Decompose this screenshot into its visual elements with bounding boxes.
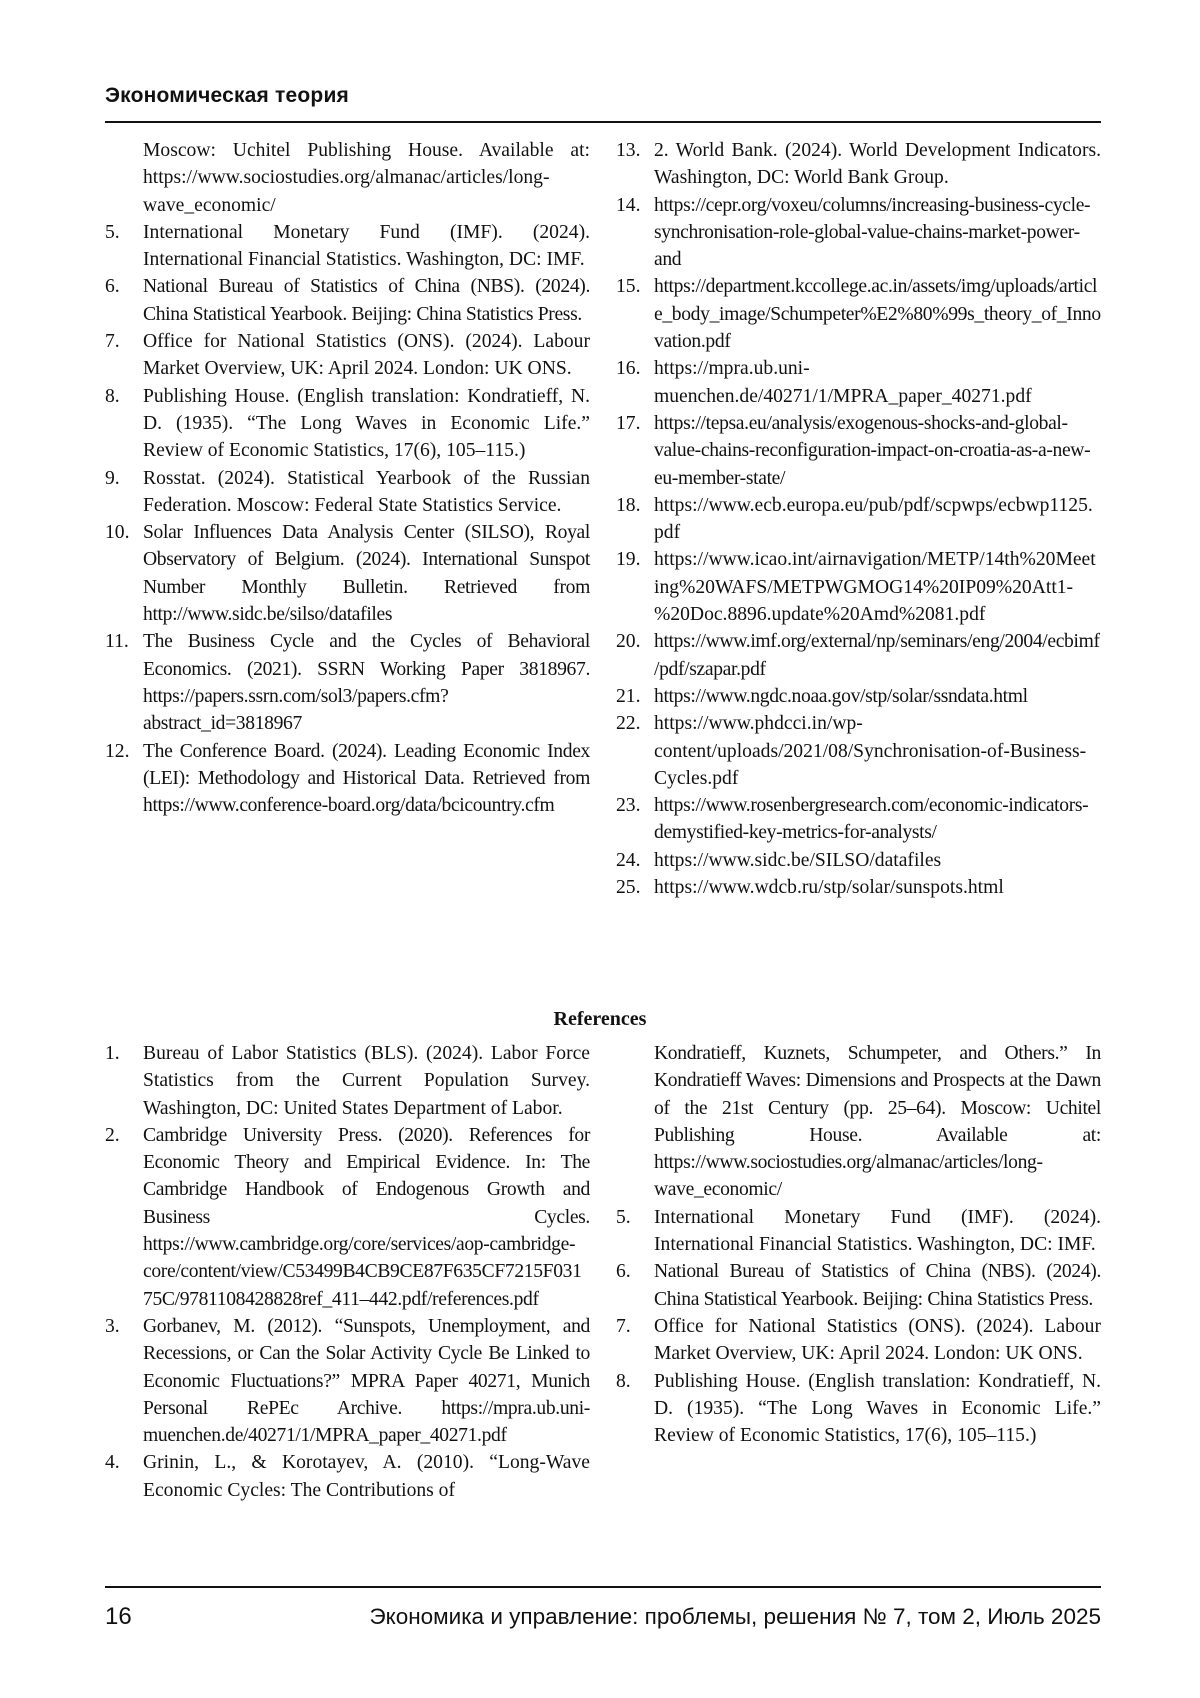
reference-text: Office for National Statistics (ONS). (2024). Labour Market Overview, UK: April 2024. London: UK ONS.	[143, 331, 590, 380]
reference-number: 7.	[105, 331, 120, 353]
reference-item	[105, 328, 590, 383]
reference-text: https://www.ecb.europa.eu/pub/pdf/scpwps/ecbwp1125.pdf	[654, 494, 1093, 544]
reference-number: 25.	[616, 877, 641, 899]
reference-item	[616, 273, 1101, 355]
reference-text: Publishing House. (English translation: Kondratieff, N. D. (1935). “The Long Waves in Economic Life.” Review of Economic Statistics, 17(6), 105–115.)	[654, 1370, 1101, 1447]
reference-number: 6.	[105, 276, 120, 298]
reference-item	[616, 1368, 1101, 1450]
footer-rule	[105, 1586, 1101, 1588]
reference-number: 12.	[105, 740, 130, 762]
reference-item	[616, 683, 1101, 710]
section-title: Экономическая теория	[105, 84, 350, 107]
reference-number: 8.	[105, 385, 120, 407]
references-heading: References	[553, 1008, 647, 1030]
reference-number: 9.	[105, 467, 120, 489]
reference-number: 10.	[105, 522, 130, 544]
reference-item	[616, 792, 1101, 847]
reference-item	[105, 1313, 590, 1449]
reference-item	[105, 465, 590, 520]
reference-number: 20.	[616, 631, 641, 653]
reference-item	[616, 874, 1101, 901]
reference-item	[616, 355, 1101, 410]
reference-text: International Monetary Fund (IMF). (2024). International Financial Statistics. Washington, DC: IMF.	[654, 1206, 1101, 1256]
reference-number: 5.	[105, 221, 120, 243]
reference-number: 23.	[616, 795, 641, 817]
reference-item	[616, 628, 1101, 683]
reference-item	[105, 219, 590, 274]
reference-number: 14.	[616, 194, 641, 216]
references-left-column	[105, 1040, 590, 1504]
reference-text: https://department.kccollege.ac.in/assets/img/uploads/article_body_image/Schumpeter%E2%80%99s_theory_of_Innovation.pdf	[654, 276, 1101, 353]
reference-number: 17.	[616, 412, 641, 434]
reference-text: Gorbanev, M. (2012). “Sunspots, Unemployment, and Recessions, or Can the Solar Activity Cycle Be Linked to Economic Fluctuations?” MPRA Paper 40271, Munich Personal RePEc Archive. https://mpra.ub.uni-muenchen.de/40271/1/MPRA_paper_40271.pdf	[143, 1315, 590, 1447]
reference-item	[616, 1204, 1101, 1259]
reference-item	[105, 1449, 590, 1504]
reference-number: 8.	[616, 1370, 631, 1392]
reference-number: 7.	[616, 1315, 631, 1337]
reference-item	[616, 137, 1101, 192]
reference-text: https://www.wdcb.ru/stp/solar/sunspots.html	[654, 877, 1004, 899]
reference-text: International Monetary Fund (IMF). (2024). International Financial Statistics. Washington, DC: IMF.	[143, 221, 590, 271]
reference-text: Office for National Statistics (ONS). (2024). Labour Market Overview, UK: April 2024. London: UK ONS.	[654, 1315, 1101, 1365]
reference-item	[105, 628, 590, 737]
reference-text: Grinin, L., & Korotayev, A. (2010). “Long-Wave Economic Cycles: The Contributions of	[143, 1452, 590, 1501]
reference-list	[105, 219, 590, 820]
reference-item	[616, 847, 1101, 874]
reference-item	[616, 710, 1101, 792]
reference-text: National Bureau of Statistics of China (NBS). (2024). China Statistical Yearbook. Beijing: China Statistics Press.	[143, 276, 590, 325]
reference-item	[616, 492, 1101, 547]
reference-number: 5.	[616, 1206, 631, 1228]
reference-item	[616, 546, 1101, 628]
reference-number: 21.	[616, 685, 641, 707]
reference-number: 6.	[616, 1261, 631, 1283]
reference-item	[105, 273, 590, 328]
header-rule	[105, 121, 1101, 123]
reference-text: https://www.imf.org/external/np/seminars/eng/2004/ecbimf/pdf/szapar.pdf	[654, 631, 1100, 680]
reference-continuation: Kondratieff, Kuznets, Schumpeter, and Others.” In Kondratieff Waves: Dimensions and Prospects at the Dawn of the 21st Century (pp. 25–64). Moscow: Uchitel Publishing House. Available at: https://www.sociostudies.org/almanac/articles/long-wave_economic/	[654, 1043, 1101, 1201]
reference-number: 24.	[616, 849, 641, 871]
reference-text: National Bureau of Statistics of China (NBS). (2024). China Statistical Yearbook. Beijing: China Statistics Press.	[654, 1261, 1101, 1310]
reference-item	[616, 1313, 1101, 1368]
reference-text: https://www.ngdc.noaa.gov/stp/solar/ssndata.html	[654, 685, 1028, 707]
top-left-column	[105, 137, 590, 819]
reference-text: https://cepr.org/voxeu/columns/increasing-business-cycle-synchronisation-role-global-value-chains-market-power-and	[654, 194, 1091, 271]
reference-text: https://www.sidc.be/SILSO/datafiles	[654, 849, 942, 871]
reference-number: 13.	[616, 140, 641, 161]
reference-text: https://www.rosenbergresearch.com/economic-indicators-demystified-key-metrics-for-analysts/	[654, 795, 1089, 844]
reference-text: The Conference Board. (2024). Leading Economic Index (LEI): Methodology and Historical Data. Retrieved from https://www.conference-board.org/data/bcicountry.cfm	[143, 740, 590, 817]
reference-text: Solar Influences Data Analysis Center (SILSO), Royal Observatory of Belgium. (2024). International Sunspot Number Monthly Bulletin. Retrieved from http://www.sidc.be/silso/datafiles	[143, 522, 590, 626]
reference-text: The Business Cycle and the Cycles of Behavioral Economics. (2021). SSRN Working Paper 3818967. https://papers.ssrn.com/sol3/papers.cfm?abstract_id=3818967	[143, 631, 590, 735]
reference-continuation: Moscow: Uchitel Publishing House. Available at: https://www.sociostudies.org/almanac/articles/long-wave_economic/	[143, 140, 590, 216]
reference-list	[105, 1040, 590, 1504]
reference-number: 4.	[105, 1452, 120, 1474]
page-number: 16	[105, 1603, 132, 1630]
reference-number: 1.	[105, 1043, 120, 1064]
top-right-column	[616, 137, 1101, 901]
reference-list	[616, 137, 1101, 901]
references-right-column	[616, 1040, 1101, 1449]
reference-item	[105, 738, 590, 820]
reference-number: 16.	[616, 358, 641, 380]
reference-text: Cambridge University Press. (2020). References for Economic Theory and Empirical Evidence. In: The Cambridge Handbook of Endogenous Growth and Business Cycles. https://www.cambridge.org/core/services/aop-cambridge-core/content/view/C53499B4CB9CE87F635CF7215F03175C/9781108428828ref_411–442.pdf/references.pdf	[143, 1124, 590, 1310]
reference-list	[616, 1204, 1101, 1450]
reference-text: Rosstat. (2024). Statistical Yearbook of the Russian Federation. Moscow: Federal State Statistics Service.	[143, 467, 590, 516]
journal-footer: Экономика и управление: проблемы, решения № 7, том 2, Июль 2025	[369, 1604, 1101, 1629]
reference-item	[105, 383, 590, 465]
reference-text: https://tepsa.eu/analysis/exogenous-shocks-and-global-value-chains-reconfiguration-impact-on-croatia-as-a-new-eu-member-state/	[654, 412, 1091, 489]
reference-number: 11.	[105, 631, 129, 653]
reference-text: https://mpra.ub.uni-muenchen.de/40271/1/MPRA_paper_40271.pdf	[654, 358, 1032, 407]
reference-item	[105, 1040, 590, 1122]
reference-number: 2.	[105, 1124, 120, 1146]
reference-text: Bureau of Labor Statistics (BLS). (2024). Labor Force Statistics from the Current Population Survey. Washington, DC: United States Department of Labor.	[143, 1043, 590, 1119]
reference-number: 18.	[616, 494, 641, 516]
reference-item	[105, 1122, 590, 1313]
reference-text: 2. World Bank. (2024). World Development Indicators. Washington, DC: World Bank Group.	[654, 140, 1101, 189]
reference-text: https://www.phdcci.in/wp-content/uploads/2021/08/Synchronisation-of-Business-Cycles.pdf	[654, 713, 1087, 789]
reference-item	[105, 519, 590, 628]
reference-number: 22.	[616, 713, 641, 735]
reference-number: 3.	[105, 1315, 120, 1337]
reference-item	[616, 1258, 1101, 1313]
reference-number: 19.	[616, 549, 641, 571]
reference-text: https://www.icao.int/airnavigation/METP/14th%20Meeting%20WAFS/METPWGMOG14%20IP09%20Att1-%20Doc.8896.update%20Amd%2081.pdf	[654, 549, 1096, 626]
reference-item	[616, 410, 1101, 492]
reference-text: Publishing House. (English translation: Kondratieff, N. D. (1935). “The Long Waves in Economic Life.” Review of Economic Statistics, 17(6), 105–115.)	[143, 385, 590, 462]
reference-item	[616, 192, 1101, 274]
reference-number: 15.	[616, 276, 641, 298]
